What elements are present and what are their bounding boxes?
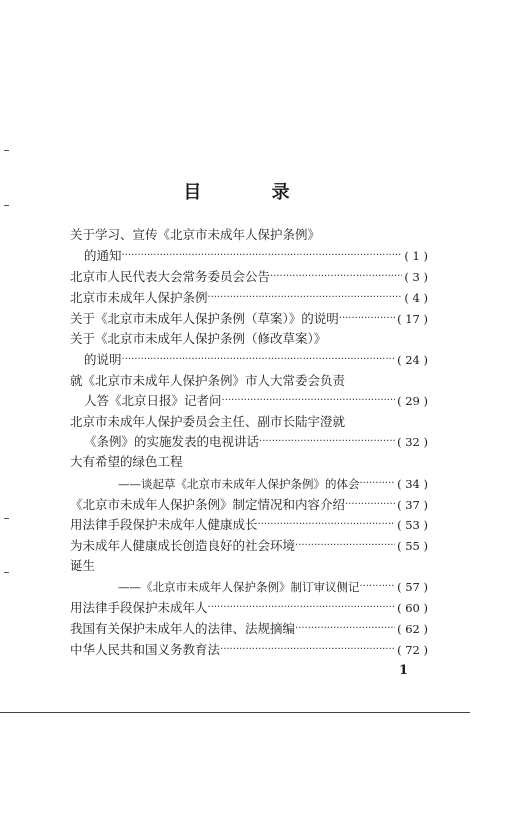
toc-leader	[360, 474, 396, 494]
edge-mark	[4, 205, 9, 206]
toc-leader	[258, 515, 396, 535]
page-title: 目 录	[183, 182, 322, 203]
toc-entry	[70, 329, 428, 349]
toc-leader	[122, 350, 396, 370]
toc-entry-title: 北京市未成年人保护条例	[70, 290, 208, 305]
toc-entry-page: ( 3 )	[404, 270, 428, 284]
toc-entry	[70, 495, 428, 515]
toc-entry	[70, 452, 428, 472]
edge-mark	[4, 150, 9, 151]
toc-entry	[70, 598, 428, 618]
bottom-rule	[0, 712, 470, 713]
toc-leader	[345, 495, 395, 515]
toc-entry-title: ——《北京市未成年人保护条例》制订审议侧记	[118, 580, 360, 594]
toc-entry-title: ——谈起草《北京市未成年人保护条例》的体会	[118, 477, 360, 491]
toc-entry	[70, 309, 428, 329]
toc-leader	[270, 267, 402, 287]
page-number: 1	[399, 663, 409, 678]
toc-entry	[70, 556, 428, 576]
toc-entry	[70, 225, 428, 245]
toc-entry-page: ( 4 )	[404, 291, 428, 305]
toc-entry	[70, 267, 428, 287]
toc-entry-title: 大有希望的绿色工程	[70, 454, 183, 469]
toc-entry-title: 关于学习、宣传《北京市未成年人保护条例》	[70, 227, 321, 242]
toc-leader	[208, 288, 403, 308]
toc-entry-title: 《条例》的实施发表的电视讲话	[84, 434, 260, 449]
toc-entry-title: 用法律手段保护未成年人健康成长	[70, 517, 258, 532]
toc-entry-page: ( 24 )	[397, 353, 428, 367]
toc-entry-title: 诞生	[70, 558, 96, 573]
toc-entry-title: 北京市人民代表大会常务委员会公告	[70, 269, 271, 284]
toc-entry	[70, 536, 428, 556]
toc-leader	[295, 536, 395, 556]
toc-entry-title: 用法律手段保护未成年人	[70, 600, 208, 615]
toc-entry-page: ( 55 )	[397, 539, 428, 553]
toc-leader	[222, 391, 396, 411]
toc-entry-title: 中华人民共和国义务教育法	[70, 642, 221, 657]
toc-entry-title: 关于《北京市未成年人保护条例（草案）》的说明	[70, 311, 339, 326]
toc-entry-title: 北京市未成年人保护委员会主任、副市长陆宇澄就	[70, 414, 346, 429]
toc-entry-page: ( 1 )	[404, 249, 428, 263]
toc-entry-page: ( 62 )	[397, 622, 428, 636]
toc-entry	[70, 515, 428, 535]
toc-entry	[84, 391, 428, 411]
toc-leader	[122, 246, 403, 266]
toc-entry-title: 的通知	[84, 248, 122, 263]
toc-entry-page: ( 57 )	[397, 580, 428, 594]
toc-entry-title: 关于《北京市未成年人保护条例（修改草案）》	[70, 331, 327, 346]
toc-entry	[84, 350, 428, 370]
toc-entry	[70, 619, 428, 639]
toc-entry-page: ( 37 )	[397, 498, 428, 512]
toc-leader	[208, 598, 396, 618]
toc-entry	[84, 432, 428, 452]
toc-entry-page: ( 17 )	[397, 312, 428, 326]
toc-entry-title: 就《北京市未成年人保护条例》市人大常委会负责	[70, 373, 346, 388]
toc-entry-page: ( 34 )	[397, 477, 428, 491]
toc-entry-page: ( 32 )	[397, 435, 428, 449]
toc-leader	[339, 309, 395, 329]
toc-entry	[70, 412, 428, 432]
toc-entry-title: 《北京市未成年人保护条例》制定情况和内容介绍	[70, 497, 346, 512]
toc-leader	[259, 432, 395, 452]
toc-entry-title: 我国有关保护未成年人的法律、法规摘编	[70, 621, 296, 636]
toc-entry-page: ( 60 )	[397, 601, 428, 615]
toc-entry-title: 人答《北京日报》记者问	[84, 393, 222, 408]
toc-entry-page: ( 53 )	[397, 518, 428, 532]
toc-entry	[118, 474, 428, 494]
toc-entry	[70, 288, 428, 308]
toc-entry	[84, 246, 428, 266]
toc-entry-page: ( 72 )	[397, 643, 428, 657]
edge-mark	[4, 572, 9, 573]
edge-mark	[4, 518, 9, 519]
toc-entry-title: 的说明	[84, 352, 122, 367]
toc-entry	[118, 577, 428, 597]
toc-leader	[220, 640, 395, 660]
toc-leader	[360, 577, 396, 597]
toc-entry-title: 为未成年人健康成长创造良好的社会环境	[70, 538, 296, 553]
toc-leader	[295, 619, 395, 639]
toc-entry-page: ( 29 )	[397, 394, 428, 408]
toc-entry	[70, 640, 428, 660]
toc-entry	[70, 371, 428, 391]
